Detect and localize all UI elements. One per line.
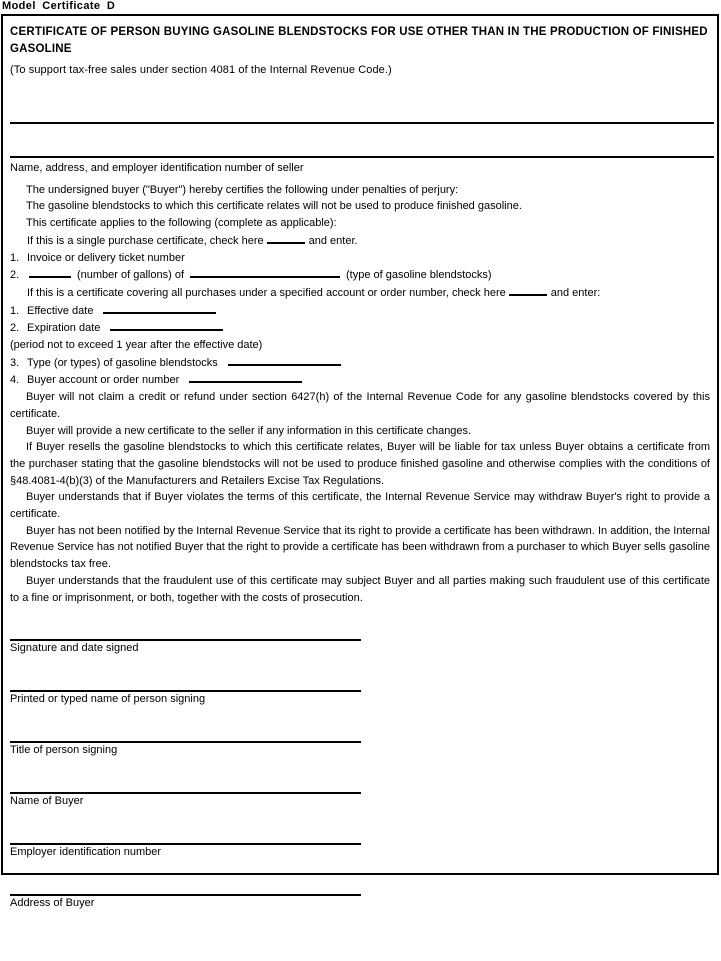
signature-date-label: Signature and date signed <box>10 642 139 655</box>
gallons-item <box>10 266 710 284</box>
seller-info-label: Name, address, and employer identification number of seller <box>10 162 304 174</box>
period-note: (period not to exceed 1 year after the effective date) <box>10 339 263 352</box>
gallons-blank[interactable] <box>29 266 71 278</box>
signature-date-blank[interactable] <box>10 639 361 641</box>
blendstock-types-item <box>10 354 710 372</box>
blendstock-types-label: Type (or types) of gasoline blendstocks <box>27 356 218 369</box>
gallons-mid-label: (number of gallons) of <box>77 269 184 282</box>
single-purchase-prefix: If this is a single purchase certificate, check here <box>27 234 264 247</box>
account-purchase-checkbox-blank[interactable] <box>509 284 547 296</box>
invoice-ticket-item <box>10 250 710 267</box>
item-number: 3. <box>10 356 20 369</box>
expiration-date-label: Expiration date <box>27 322 101 335</box>
buyer-account-label: Buyer account or order number <box>27 374 180 387</box>
item-number: 4. <box>10 374 20 387</box>
item-number: 2. <box>10 322 20 335</box>
expiration-date-blank[interactable] <box>110 319 223 331</box>
signature-field <box>10 843 711 858</box>
buyer-name-blank[interactable] <box>10 792 361 794</box>
intro-not-used: The gasoline blendstocks to which this certificate relates will not be used to produce finished gasoline. <box>26 200 522 213</box>
account-purchase-line <box>10 284 710 302</box>
invoice-ticket-label: Invoice or delivery ticket number <box>27 251 185 264</box>
effective-date-blank[interactable] <box>103 302 216 314</box>
signature-field <box>10 690 711 705</box>
signature-field <box>10 894 711 909</box>
account-purchase-suffix: and enter: <box>550 286 601 299</box>
printed-name-label: Printed or typed name of person signing <box>10 693 206 706</box>
effective-date-label: Effective date <box>27 304 94 317</box>
buyer-address-label: Address of Buyer <box>10 897 95 910</box>
signature-field <box>10 639 711 654</box>
effective-date-item <box>10 302 710 320</box>
expiration-date-item <box>10 319 710 337</box>
gallons-suffix-label: (type of gasoline blendstocks) <box>346 269 492 282</box>
certificate-box <box>1 14 719 910</box>
certificate-subtitle: (To support tax-free sales under section 4081 of the Internal Revenue Code.) <box>10 64 392 76</box>
single-purchase-checkbox-blank[interactable] <box>267 232 305 244</box>
item-number: 1. <box>10 251 20 264</box>
printed-name-blank[interactable] <box>10 690 361 692</box>
blendstock-type-blank[interactable] <box>190 266 340 278</box>
intro-certifies: The undersigned buyer ("Buyer") hereby certifies the following under penalties of perjury: <box>26 183 459 196</box>
page-title: Model Certificate D <box>2 0 116 12</box>
intro-applies: This certificate applies to the following (complete as applicable): <box>26 217 337 230</box>
ein-label: Employer identification number <box>10 846 162 859</box>
paragraph-not-notified: Buyer has not been notified by the Internal Revenue Service that its right to provide a certificate has been withdrawn. In addition, the Internal Revenue Service has not notified Buyer that the right to provide a certificate has been withdrawn from a purchaser to which Buyer sells gasoline blendstocks tax free. <box>10 524 710 571</box>
item-number: 1. <box>10 304 20 317</box>
paragraph-resell-liability: If Buyer resells the gasoline blendstocks to which this certificate relates, Buyer will be liable for tax unless Buyer obtains a certificate from the purchaser stating that the gasoline blendstocks will not be used to produce finished gasoline and otherwise complies with the conditions of §48.4081-4(b)(3) of the Manufacturers and Retailers Excise Tax Regulations. <box>10 441 710 487</box>
item-number: 2. <box>10 269 20 282</box>
signature-field <box>10 792 711 807</box>
paragraph-violation-withdraw: Buyer understands that if Buyer violates the terms of this certificate, the Internal Revenue Service may withdraw Buyer's right to provide a certificate. <box>10 491 710 521</box>
seller-info-blank-line-1[interactable] <box>10 122 714 124</box>
blendstock-types-blank[interactable] <box>228 354 341 366</box>
paragraph-new-certificate: Buyer will provide a new certificate to the seller if any information in this certificate changes. <box>26 424 472 437</box>
seller-info-blank-line-2[interactable] <box>10 156 714 158</box>
buyer-account-blank[interactable] <box>189 371 302 383</box>
buyer-account-item <box>10 371 710 389</box>
signature-field <box>10 741 711 756</box>
title-label: Title of person signing <box>10 744 118 757</box>
ein-blank[interactable] <box>10 843 361 845</box>
title-blank[interactable] <box>10 741 361 743</box>
single-purchase-suffix: and enter. <box>308 234 358 247</box>
single-purchase-line <box>10 232 710 250</box>
paragraph-fraudulent-use: Buyer understands that the fraudulent use of this certificate may subject Buyer and all parties making such fraudulent use of this certificate to a fine or imprisonment, or both, together with the costs of prosecution. <box>10 574 710 604</box>
buyer-address-blank[interactable] <box>10 894 361 896</box>
paragraph-no-credit-refund: Buyer will not claim a credit or refund under section 6427(h) of the Internal Revenue Code for any gasoline blendstocks covered by this certificate. <box>10 391 710 420</box>
account-purchase-prefix: If this is a certificate covering all purchases under a specified account or order number, check here <box>27 286 506 299</box>
buyer-name-label: Name of Buyer <box>10 795 84 808</box>
certificate-title: CERTIFICATE OF PERSON BUYING GASOLINE BLENDSTOCKS FOR USE OTHER THAN IN THE PRODUCTION OF FINISHED GASOLINE <box>10 26 708 55</box>
